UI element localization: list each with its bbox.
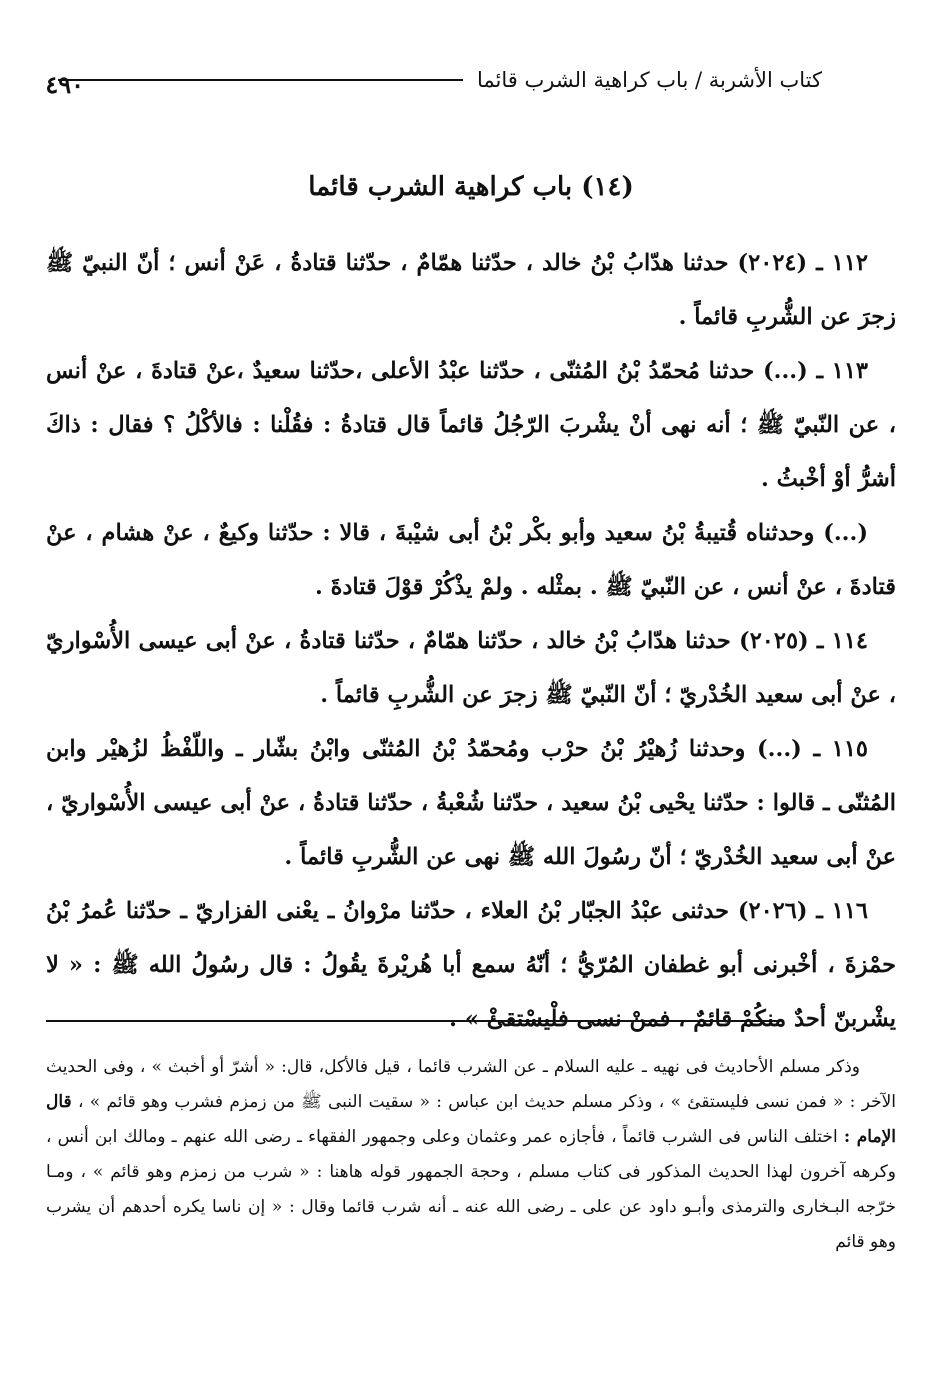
hadith-113-chain: (...) وحدثناه قُتيبةُ بْنُ سعيد وأبو بكْر بْنُ أبى شيْبةَ ، قالا : حدّثنا وكيعٌ ، عنْ هشام ، عنْ قتادةَ ، عنْ أنس ، عن النّبيّ ﷺ . بمثْله . ولمْ يذْكُرْ قوْلَ قتادةَ . [46,520,896,600]
footnote-part-2: اختلف الناس فى الشرب قائماً ، فأجازه عمر وعثمان وعلى وجمهور الفقهاء ـ رضى الله عنهم ـ ومالك ابن أنس ، وكرهه آخرون لهذا الحديث المذكور فى كتاب مسلم ، وحجة الجمهور قوله هاهنا : « شرب من زمزم وهو قائم » ، ومـا خرّجه البـخارى والترمذى وأبـو داود عن على ـ رضى الله عنه ـ أنه شرب قائما وقال : « إن ناسا يكره أحدهم أن يشرب وهو قائم [46,1127,896,1252]
footnote-imam-label: قال الإمام : [46,1092,896,1147]
hadith-116: ١١٦ ـ (٢٠٢٦) حدثنى عبْدُ الجبّار بْنُ العلاء ، حدّثنا مرْوانُ ـ يعْنى الفزاريّ ـ حدّثنا عُمرُ بْنُ حمْزةَ ، أخْبرنى أبو غطفان المُرّيُّ ؛ أنّهُ سمع أبا هُريْرةَ يقُولُ : قال رسُولُ الله ﷺ : « لا يشْربنّ أحدٌ منكُمْ قائمٌ ، فمنْ نسى فلْيسْتقئْ » . [46,898,896,1032]
chapter-heading: (١٤) باب كراهية الشرب قائما [308,172,634,202]
footnote [46,1050,896,1260]
header-rule [58,79,463,81]
hadith-112: ١١٢ ـ (٢٠٢٤) حدثنا هدّابُ بْنُ خالد ، حدّثنا همّامٌ ، حدّثنا قتادةُ ، عَنْ أنس ؛ أنّ النبيّ ﷺ زجرَ عن الشُّربِ قائماً . [46,250,896,330]
page-number: ٤٩٠ [45,70,84,99]
hadith-114: ١١٤ ـ (٢٠٢٥) حدثنا هدّابُ بْنُ خالد ، حدّثنا همّامٌ ، حدّثنا قتادةُ ، عنْ أبى عيسى الأُسْواريّ ، عنْ أبى سعيد الخُدْريّ ؛ أنّ النّبيّ ﷺ زجرَ عن الشُّربِ قائماً . [46,628,896,708]
hadith-115: ١١٥ ـ (...) وحدثنا زُهيْرُ بْنُ حرْب ومُحمّدُ بْنُ المُثنّى وابْنُ بشّار ـ واللّفْظُ لزُهيْر وابن المُثنّى ـ قالوا : حدّثنا يحْيى بْنُ سعيد ، حدّثنا شُعْبةُ ، حدّثنا قتادةُ ، عنْ أبى عيسى الأُسْواريّ ، عنْ أبى سعيد الخُدْريّ ؛ أنّ رسُولَ الله ﷺ نهى عن الشُّربِ قائماً . [46,736,896,870]
footnote-rule [46,1020,780,1022]
hadith-113: ١١٣ ـ (...) حدثنا مُحمّدُ بْنُ المُثنّى ، حدّثنا عبْدُ الأعلى ،حدّثنا سعيدٌ ،عنْ قتادةَ ، عنْ أنس ، عن النّبيّ ﷺ ؛ أنه نهى أنْ يشْربَ الرّجُلُ قائماً قال قتادةُ : فقُلْنا : فالأكْلُ ؟ فقال : ذاكَ أشرُّ أوْ أخْبثُ . [46,358,896,492]
main-text [46,236,896,1046]
running-header-title: كتاب الأشربة / باب كراهية الشرب قائما [477,68,822,92]
footnote-text [46,1050,896,1260]
footnote-part-1: وذكر مسلم الأحاديث فى نهيه ـ عليه السلام ـ عن الشرب قائما ، قيل فالأكل، قال: « أشرّ أو أخبث » ، وفى الحديث الآخر : « فمن نسى فليستقئ » ، وذكر مسلم حديث ابن عباس : « سقيت النبى ﷺ من زمزم فشرب وهو قائم » ، [46,1057,896,1112]
running-header [40,62,822,98]
